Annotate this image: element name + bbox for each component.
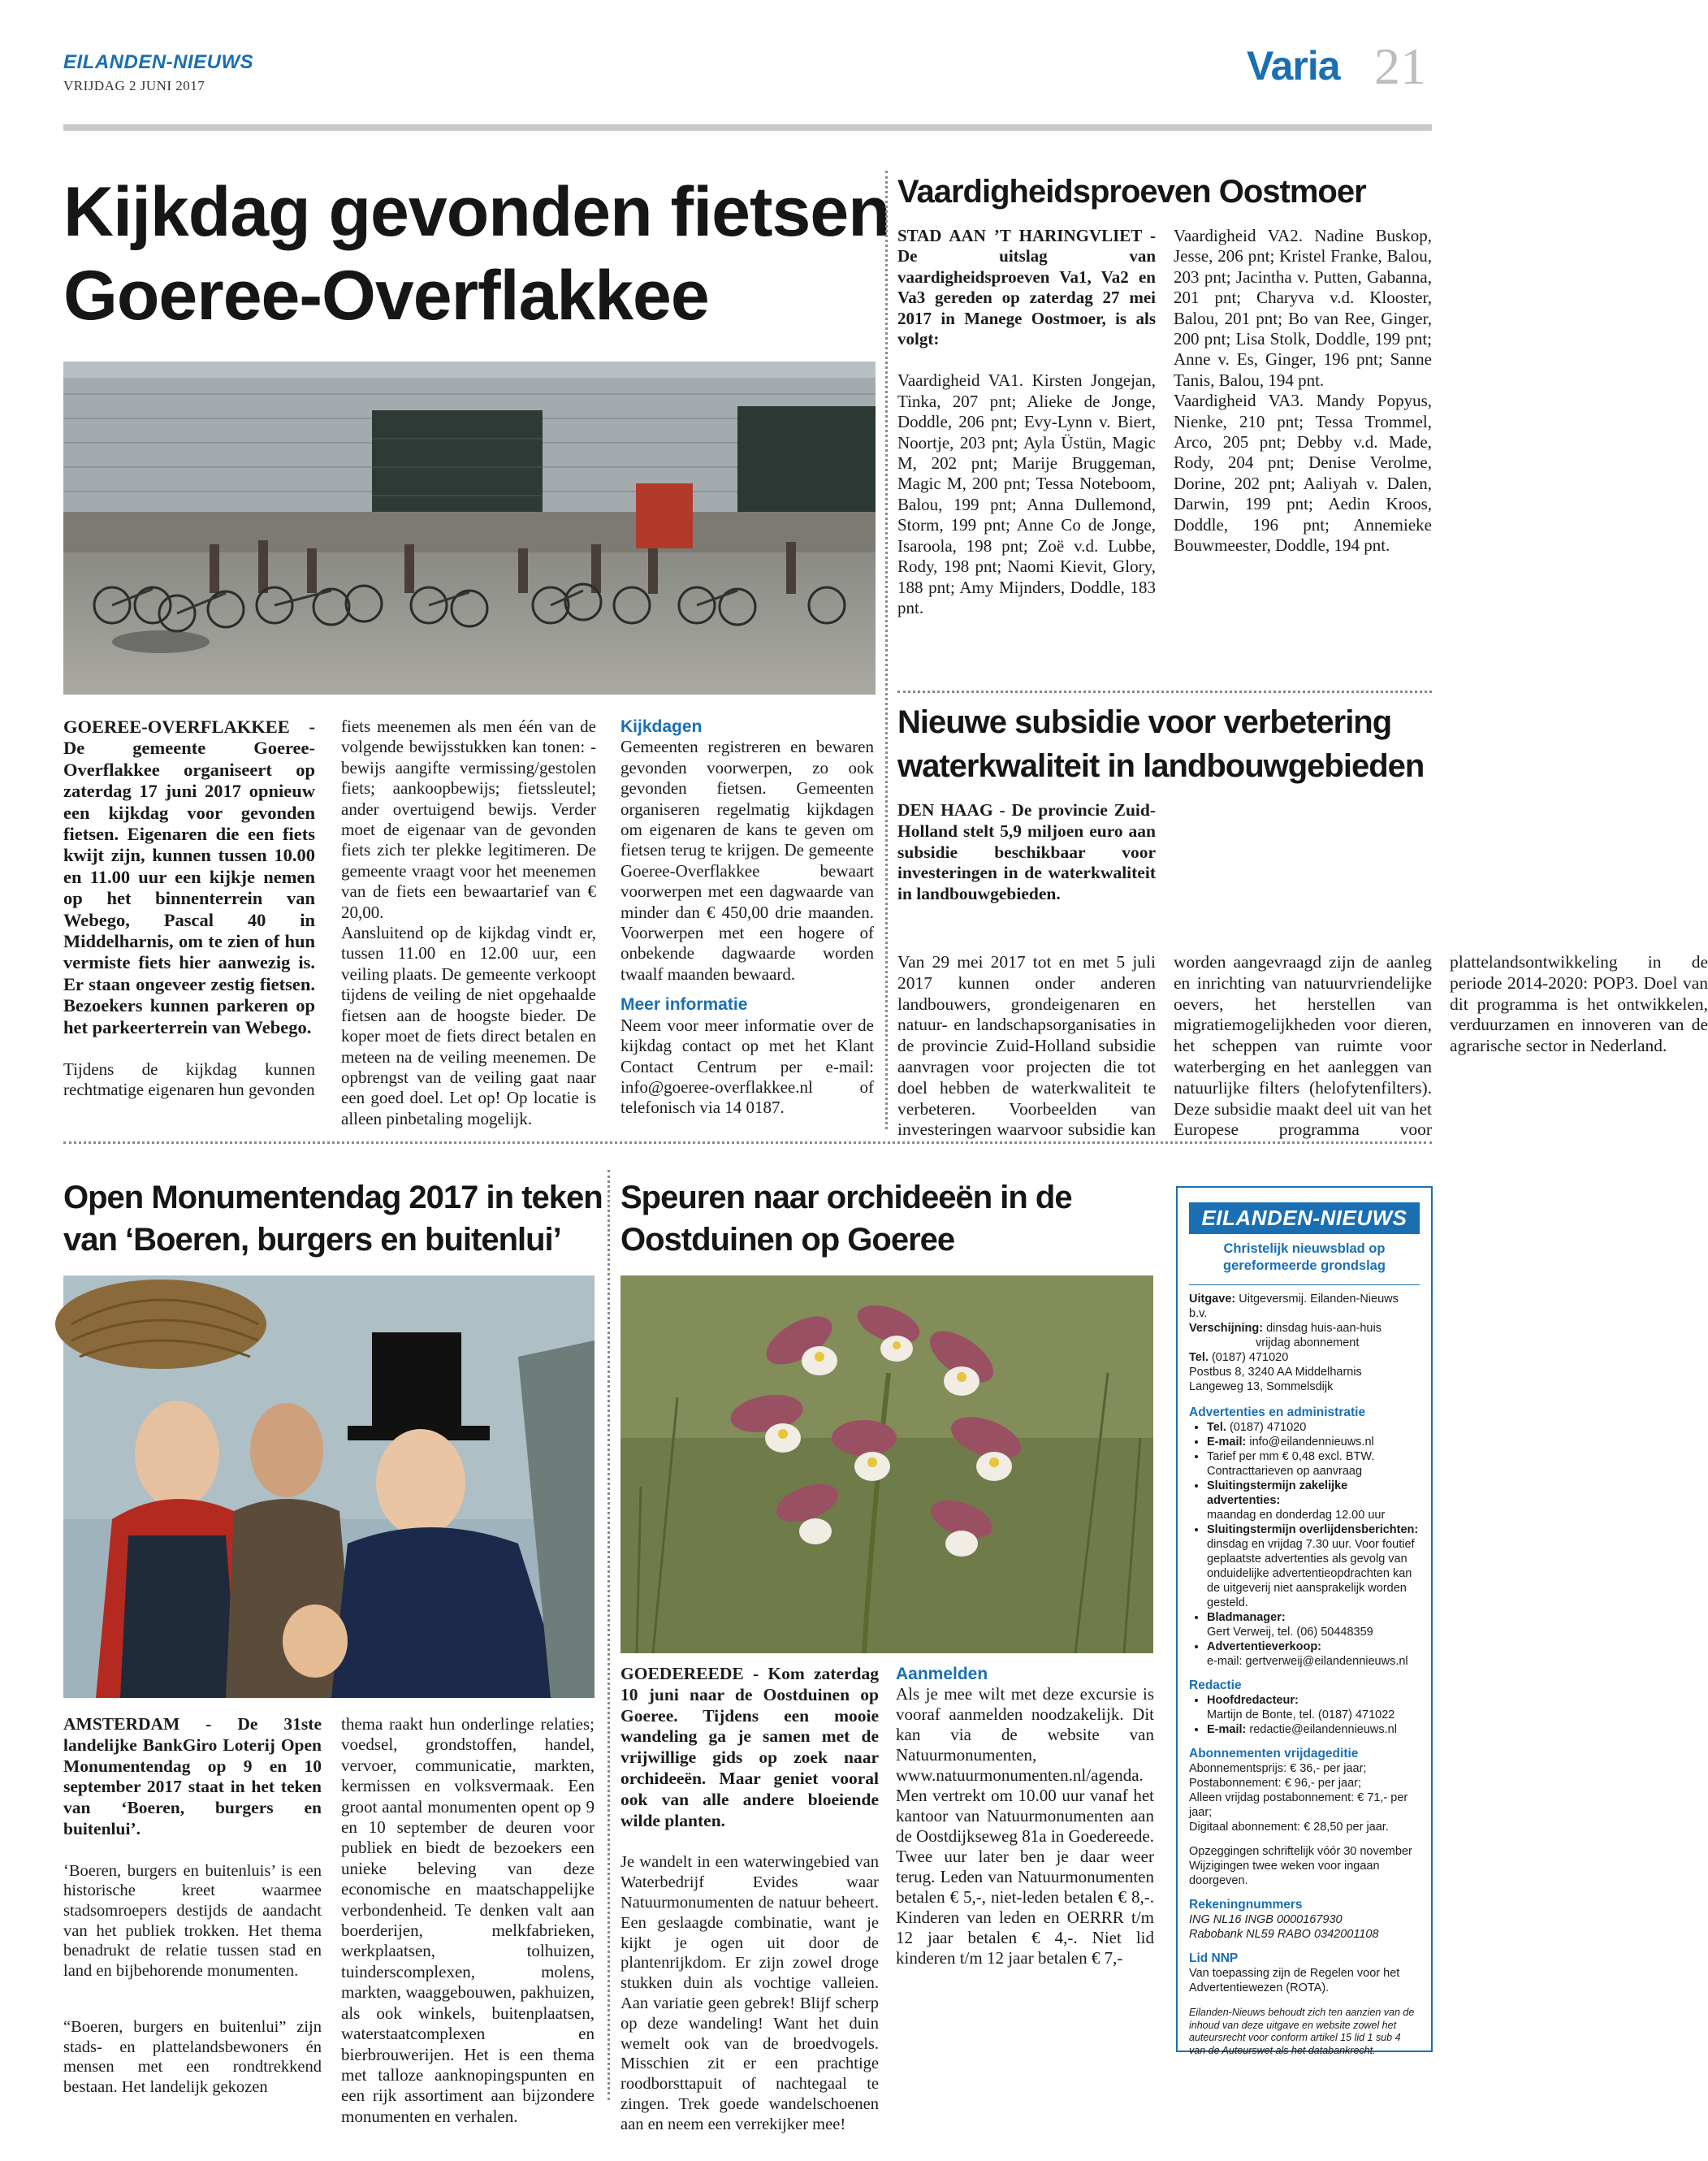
colophon-adv-tel: • Tel. (0187) 471020: [1207, 1420, 1420, 1435]
subsidie-body: [897, 952, 1708, 1144]
colophon-disclaimer: Eilanden-Nieuws behoudt zich ten aanzien van de inhoud van deze uitgave en website zowel het auteursrecht voor conform artikel 15 lid 1 sub 4 van de Auteurswet als het databankrecht.: [1189, 2007, 1415, 2056]
fietsen-subhead-meer-informatie: Meer informatie: [621, 995, 748, 1015]
monument-title-line1: Open Monumentendag 2017 in teken: [63, 1180, 603, 1215]
fietsen-paragraph-3: Aansluitend op de kijkdag vindt er, tussen 11.00 en 12.00 uur, een veiling plaats. De gemeente verkoopt tijdens de veiling de niet opgehaalde fietsen aan de hoogste bieder. De koper moet de fiets direct betalen en meteen na de veiling meenemen. De opbrengst van de veiling gaat naar een goed doel. Let op! Op locatie is alleen pinbetaling mogelijk.: [341, 923, 596, 1128]
subsidie-column-1: [897, 800, 1156, 905]
colophon-abon-1: Abonnementsprijs: € 36,- per jaar;: [1189, 1762, 1367, 1775]
orchid-photo: [621, 1275, 1153, 1653]
masthead-date: VRIJDAG 2 JUNI 2017: [63, 78, 205, 93]
colophon-adv-list: [1189, 1420, 1420, 1669]
orchidee-title-line2: Oostduinen op Goeree: [621, 1222, 955, 1258]
orchidee-subhead-aanmelden: Aanmelden: [896, 1665, 988, 1683]
colophon-address-2: Langeweg 13, Sommelsdijk: [1189, 1380, 1334, 1393]
colophon-bladmanager: • Bladmanager: Gert Verweij, tel. (06) 50448359: [1207, 1610, 1420, 1639]
colophon-lid-head: Lid NNP: [1189, 1951, 1239, 1965]
colophon-abon-6: Wijzigingen twee weken voor ingaan doorgeven.: [1189, 1860, 1380, 1887]
monument-lead: AMSTERDAM - De 31ste landelijke BankGiro Loterij Open Monumentendag op 9 en 10 september 2017 staat in het teken van ‘Boeren, burgers en buitenlui’.: [63, 1714, 322, 1838]
colophon-lid-2: Advertentiewezen (ROTA).: [1189, 1981, 1330, 1994]
colophon-verschijning: Verschijning: dinsdag huis-aan-huis: [1189, 1322, 1382, 1335]
orchidee-title-line1: Speuren naar orchideeën in de: [621, 1180, 1072, 1215]
orchidee-paragraph-3: Men vertrekt om 10.00 uur vanaf het kantoor van Natuurmonumenten aan de Oostdijkseweg 81a in Goedereede. Twee uur later ben je daar weer terug. Leden van Natuurmonumenten betalen € 5,-, niet-leden betalen € 8,-. Kinderen van leden en OERRR t/m 12 jaar betalen € 4,-. Niet lid kinderen t/m 12 jaar betalen € 7,-: [896, 1786, 1154, 1968]
fietsen-title-line1: Kijkdag gevonden fietsen: [63, 173, 890, 251]
subsidie-headline: [897, 700, 1424, 788]
bicycles-photo: [63, 362, 876, 695]
colophon-adv-email: • E-mail: info@eilandennieuws.nl: [1207, 1435, 1420, 1449]
monument-paragraph-1: ‘Boeren, burgers en buitenluis’ is een historische kreet waarmee stadsomroepers destijds de aandacht van het publiek trokken. Het thema benadrukt de relatie tussen stad en land en bijbehorende monumenten.: [63, 1861, 322, 1980]
colophon-adv-sluit-zakelijk: • Sluitingstermijn zakelijke advertenties: maandag en donderdag 12.00 uur: [1207, 1479, 1420, 1522]
orchidee-column-2: [896, 1664, 1154, 1968]
colophon-divider: [1189, 1284, 1420, 1285]
vaardigheid-va1: Vaardigheid VA1. Kirsten Jongejan, Tinka, 207 pnt; Alieke de Jonge, Doddle, 206 pnt; Evy-Lynn v. Biert, Noortje, 203 pnt; Ayla Üstün, Magic M, 202 pnt; Marije Bruggeman, Magic M, 200 pnt; Tessa Noteboom, Balou, 199 pnt; Anna Dullemond, Storm, 199 pnt; Anne Co de Jonge, Isaroola, 198 pnt; Zoë v.d. Lubbe, Rody, 198 pnt; Naomi Kievit, Glory, 188 pnt; Amy Mijnders, Doddle, 183 pnt.: [897, 370, 1156, 617]
colophon-tagline-line2: gereformeerde grondslag: [1223, 1258, 1386, 1273]
colophon-hoofdredacteur: • Hoofdredacteur: Martijn de Bonte, tel. (0187) 471022: [1207, 1693, 1420, 1722]
colophon-redactie-head: Redactie: [1189, 1678, 1242, 1692]
colophon-rek-head: Rekeningnummers: [1189, 1898, 1303, 1912]
colophon-rek-1: ING NL16 INGB 0000167930: [1189, 1913, 1343, 1926]
orchidee-paragraph-2: Als je mee wilt met deze excursie is vooraf aanmelden noodzakelijk. Dit kan via de website van Natuurmonumenten, www.natuurmonumenten.nl/agenda.: [896, 1684, 1154, 1785]
colophon-tagline-line1: Christelijk nieuwsblad op: [1223, 1241, 1386, 1256]
colophon-rek-2: Rabobank NL59 RABO 0342001108: [1189, 1928, 1379, 1941]
vaardigheid-va2: Vaardigheid VA2. Nadine Buskop, Jesse, 206 pnt; Kristel Franke, Balou, 203 pnt; Jacintha v. Putten, Gabanna, 201 pnt; Charyva v.d. Klooster, Balou, 201 pnt; Bo van Ree, Ginger, 200 pnt; Lisa Stolk, Doddle, 199 pnt; Anne v. Es, Ginger, 196 pnt; Sanne Tanis, Balou, 194 pnt.: [1174, 226, 1432, 390]
page-number: 21: [1374, 37, 1426, 95]
orchidee-headline: [621, 1176, 1072, 1261]
fietsen-title-line2: Goeree-Overflakkee: [63, 257, 709, 335]
colophon-abon-head: Abonnementen vrijdageditie: [1189, 1747, 1359, 1760]
fietsen-subhead-kijkdagen: Kijkdagen: [621, 717, 703, 736]
colophon-adv-head: Advertenties en administratie: [1189, 1405, 1366, 1419]
monument-headline: [63, 1176, 603, 1261]
colophon-uitgave: Uitgave: Uitgeversmij. Eilanden-Nieuws b.v.: [1189, 1293, 1399, 1320]
subsidie-title-line2: waterkwaliteit in landbouwgebieden: [897, 748, 1425, 784]
masthead-logo: EILANDEN-NIEUWS: [63, 51, 254, 73]
colophon-abon-4: Digitaal abonnement: € 28,50 per jaar.: [1189, 1821, 1389, 1834]
painting-photo: [63, 1275, 595, 1698]
column-divider-bottom-1: [608, 1170, 610, 2100]
section-divider: [63, 1141, 1432, 1144]
vaardigheid-lead: STAD AAN ’T HARINGVLIET - De uitslag van vaardigheidsproeven Va1, Va2 en Va3 gereden op zaterdag 27 mei 2017 in Manege Oostmoer, is als volgt:: [897, 226, 1156, 349]
fietsen-column-3: [621, 717, 874, 1119]
vaardigheid-va3: Vaardigheid VA3. Mandy Popyus, Nienke, 210 pnt; Tessa Trommel, Arco, 205 pnt; Debby v.d. Made, Rody, 204 pnt; Denise Verolme, Dorine, 202 pnt; Aaliyah v. Dalen, Darwin, 199 pnt; Aedin Kroos, Doddle, 196 pnt; Annemieke Bouwmeester, Doddle, 194 pnt.: [1174, 391, 1432, 556]
colophon-abon-3: Alleen vrijdag postabonnement: € 71,- per jaar;: [1189, 1791, 1408, 1819]
fietsen-lead: GOEREE-OVERFLAKKEE - De gemeente Goeree-Overflakkee organiseert op zaterdag 17 juni 2017 opnieuw een kijkdag voor gevonden fietsen. Eigenaren die een fiets kwijt zijn, kunnen tussen 10.00 en 11.00 uur een kijkje nemen op het binnenterrein van Webego, Pascal 40 in Middelharnis, om te zien of hun vermiste fiets hier aanwezig is. Er staan ongeveer zestig fietsen. Bezoekers kunnen parkeren op het parkeerterrein van Webego.: [63, 717, 315, 1037]
colophon-adv-sluit-overlijden: • Sluitingstermijn overlijdensberichten: dinsdag en vrijdag 7.30 uur. Voor foutief geplaatste advertenties als gevolg van onduidelijke advertentieopdrachten kan de uitgeverij niet aansprakelijk worden gesteld.: [1207, 1522, 1420, 1610]
section-title: Varia: [1247, 43, 1340, 89]
colophon-abon-5: Opzeggingen schriftelijk vóór 30 november: [1189, 1845, 1412, 1858]
section-divider-right: [897, 691, 1432, 693]
masthead-rule: [63, 124, 1432, 131]
colophon-red-email: • E-mail: redactie@eilandennieuws.nl: [1207, 1722, 1420, 1737]
vaardigheid-title: Vaardigheidsproeven Oostmoer: [897, 174, 1366, 210]
colophon-abon-2: Postabonnement: € 96,- per jaar;: [1189, 1777, 1361, 1790]
fietsen-paragraph-1: Tijdens de kijkdag kunnen rechtmatige eigenaren hun gevonden: [63, 1059, 315, 1100]
colophon-address-1: Postbus 8, 3240 AA Middelharnis: [1189, 1366, 1362, 1379]
colophon-tel: Tel. (0187) 471020: [1189, 1351, 1289, 1364]
vaardigheid-column-1: [897, 226, 1156, 618]
fietsen-column-2: [341, 717, 596, 1129]
monument-paragraph-2: thema raakt hun onderlinge relaties; voedsel, grondstoffen, handel, vervoer, communicatie, markten, kermissen en volksvermaak. Een groot aantal monumenten opent op 9 en 10 september de deuren voor publiek en biedt de bezoekers een unieke beleving van deze economische en maatschappelijke verbondenheid. Te denken valt aan boerderijen, melkfabrieken, werkplaatsen, tolhuizen, tuinderscomplexen, molens, markten, waaggebouwen, pakhuizen, als ook winkels, buitenplaatsen, waterstaatcomplexen en bierbrouwerijen. Het is een thema met talloze aanknopingspunten en een rijk assortiment aan bijzondere monumenten en verhalen.: [341, 1714, 595, 2126]
monument-paragraph-2-start: “Boeren, burgers en buitenlui” zijn stads- en plattelandsbewoners én mensen met een rondtrekkend bestaan. Het landelijk gekozen: [63, 2018, 322, 2096]
colophon-body: [1178, 1292, 1431, 2057]
monument-title-line2: van ‘Boeren, burgers en buitenlui’: [63, 1222, 561, 1258]
colophon-redactie-list: [1189, 1693, 1420, 1737]
monument-column-1: [63, 1714, 322, 1981]
fietsen-paragraph-5: Neem voor meer informatie over de kijkdag contact op met het Klant Contact Centrum per e-mail: info@goeree-overflakkee.nl of telefonisch via 14 0187.: [621, 1015, 874, 1118]
fietsen-column-1: [63, 717, 315, 1100]
colophon-logo: EILANDEN-NIEUWS: [1189, 1202, 1420, 1234]
orchidee-lead: GOEDEREEDE - Kom zaterdag 10 juni naar de Oostduinen op Goeree. Tijdens een mooie wandeling ga je samen met de vrijwillige gids op zoek naar orchideeën. Maar geniet vooral ook van alle andere bloeiende wilde planten.: [621, 1664, 879, 1830]
fietsen-headline: [63, 171, 890, 338]
subsidie-paragraph-1: Van 29 mei 2017 tot en met 5 juli 2017 kunnen onder anderen landbouwers, grondeigenaren en natuur- en landschapsorganisaties in de provincie Zuid-Holland subsidie aanvragen voor projecten die tot doel hebben de waterkwaliteit te verbeteren. Voorbeelden van investeringen waarvoor subsidie kan worden aangevraagd zijn de aanleg en inrichting van natuurvriendelijke oevers, het herstellen van migratiemogelijkheden voor dieren, het scheppen van ruimte voor waterberging en het aanleggen van natuurlijke filters (helofytenfilters). Deze subsidie maakt deel uit van het Europese programma voor plattelandsontwikkeling in de periode 2014-2020: POP3. Doel van dit programma is het ontwikkelen, verduurzamen en innoveren van de agrarische sector in Nederland.: [897, 952, 1708, 1140]
subsidie-title-line1: Nieuwe subsidie voor verbetering: [897, 704, 1392, 740]
monument-column-2: [63, 2017, 322, 2115]
colophon-tagline: [1178, 1241, 1431, 1275]
orchidee-paragraph-1: Je wandelt in een waterwingebied van Waterbedrijf Evides waar Natuurmonumenten de natuur beheert. Een geslaagde combinatie, want je kijkt je ogen uit door de plantenrijkdom. Er zijn zowel droge stukken duin als vochtige valleien. Aan variatie geen gebrek! Blijf scherp op deze wandeling! Want het duin wemelt ook van de broedvogels. Misschien zit er een prachtige roodborsttapuit of nachtegaal te zingen. Trek goede wandelschoenen aan en neem een verrekijker mee!: [621, 1853, 879, 2133]
monument-column-3: [341, 1714, 595, 2127]
fietsen-paragraph-4: Gemeenten registreren en bewaren gevonden voorwerpen, zo ook gevonden fietsen. Gemeenten organiseren regelmatig kijkdagen om eigenaren de kans te geven om fietsen terug te krijgen. De gemeente Goeree-Overflakkee bewaart voorwerpen met een dagwaarde van minder dan € 450,00 drie maanden. Voorwerpen met een hogere of onbekende dagwaarde worden twaalf maanden bewaard.: [621, 737, 874, 984]
subsidie-lead: DEN HAAG - De provincie Zuid-Holland stelt 5,9 miljoen euro aan subsidie beschikbaar voor investeringen in de waterkwaliteit in landbouwgebieden.: [897, 800, 1156, 904]
column-divider: [885, 171, 888, 1129]
fietsen-paragraph-2: fiets meenemen als men één van de volgende bewijsstukken kan tonen: - bewijs aangifte vermissing/gestolen fiets; aankoopbewijs; fietssleutel; ander overtuigend bewijs. Verder moet de eigenaar van de gevonden fiets zich ter plekke legitimeren. De gemeente vraagt voor het meenemen van de fiets een bewaartarief van € 20,00.: [341, 717, 596, 922]
colophon-lid-1: Van toepassing zijn de Regelen voor het: [1189, 1967, 1400, 1980]
colophon-box: [1176, 1186, 1433, 2056]
orchidee-column-1: [621, 1664, 879, 2135]
vaardigheid-column-2: [1174, 226, 1432, 556]
colophon-adv-verkoop: • Advertentieverkoop: e-mail: gertverweij@eilandennieuws.nl: [1207, 1639, 1420, 1669]
colophon-verschijning-2: vrijdag abonnement: [1256, 1336, 1360, 1349]
colophon-adv-tarief: • Tarief per mm € 0,48 excl. BTW. Contracttarieven op aanvraag: [1207, 1449, 1420, 1479]
